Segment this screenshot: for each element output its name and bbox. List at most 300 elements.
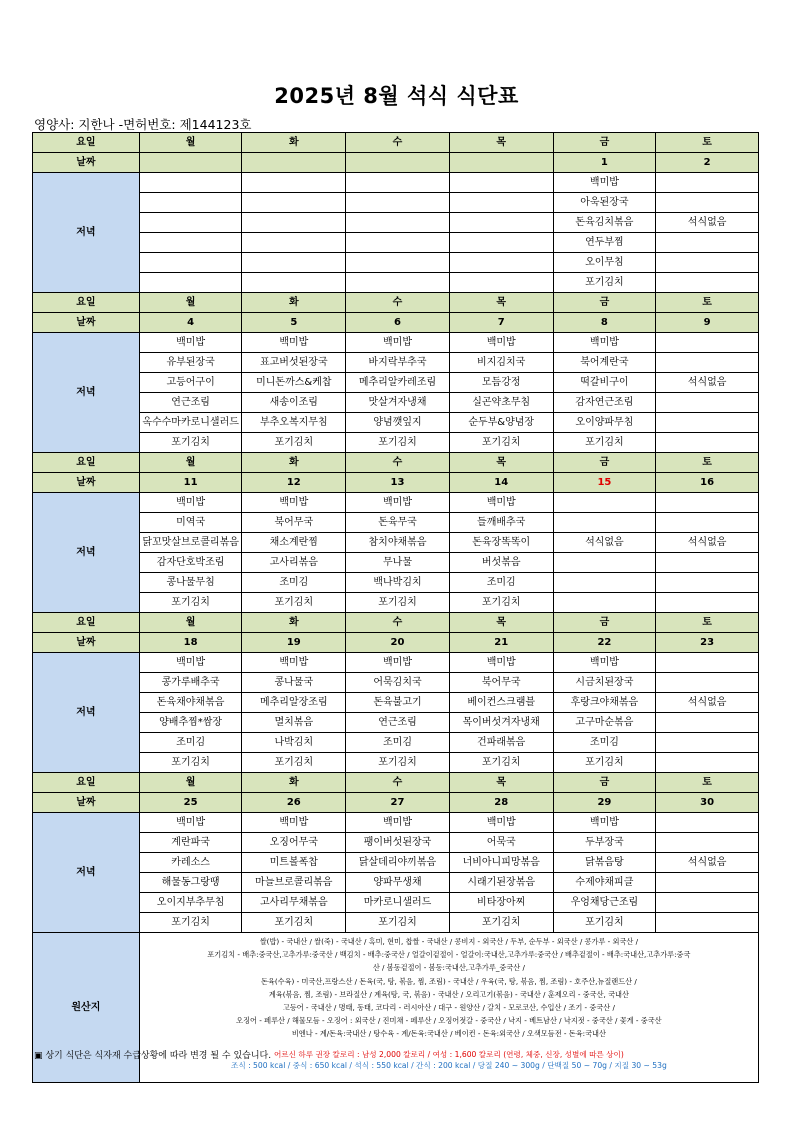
menu-item [656,493,759,513]
date-cell: 2 [656,153,759,173]
menu-item [242,273,346,293]
calorie-recommendation: 어르신 하루 권장 칼로리 : 남성 2,000 칼로리 / 여성 : 1,600 칼로리 (연령, 체중, 신장, 성별에 따른 상이) [273,1049,624,1059]
menu-item [656,413,759,433]
date-row [33,153,759,173]
menu-item [656,573,759,593]
menu-item: 백미밥 [139,333,242,353]
weekday-cell: 월 [139,773,242,793]
menu-item: 멸치볶음 [242,713,346,733]
menu-item [242,193,346,213]
menu-item: 고사리볶음 [242,553,346,573]
meal-row [33,813,759,833]
origin-label: 원산지 [33,933,140,1083]
menu-item [449,233,553,253]
menu-item: 메추리알카레조림 [346,373,450,393]
menu-item: 연두부찜 [553,233,656,253]
menu-item [656,913,759,933]
menu-item: 포기김치 [553,433,656,453]
weekday-cell: 수 [346,613,450,633]
menu-item: 콩나물무침 [139,573,242,593]
menu-item [656,733,759,753]
dinner-label: 저녁 [33,333,140,453]
menu-item: 실곤약초무침 [449,393,553,413]
date-cell: 19 [242,633,346,653]
menu-item: 비타장아찌 [449,893,553,913]
meal-row [33,193,759,213]
meal-row [33,173,759,193]
menu-item: 버섯볶음 [449,553,553,573]
menu-item: 후랑크야채볶음 [553,693,656,713]
weekday-cell: 금 [553,453,656,473]
menu-item: 백미밥 [553,813,656,833]
menu-item [449,193,553,213]
menu-item [553,573,656,593]
menu-item [656,253,759,273]
menu-item [139,193,242,213]
menu-item: 연근조림 [346,713,450,733]
weekday-label: 요일 [33,293,140,313]
weekday-cell: 화 [242,773,346,793]
menu-item: 들깨배추국 [449,513,553,533]
date-cell [242,153,346,173]
menu-item: 백미밥 [242,333,346,353]
origin-line: 포기김치 - 배추:중국산,고추가루:중국산 / 백김치 - 배추:중국산 / 얼갈이겉절이 - 얼갈이:국내산,고추가루:중국산 / 배추겉절이 - 배추:국내산,고추가루:중국 [207,950,691,960]
date-row [33,473,759,493]
meal-row [33,353,759,373]
menu-item [346,233,450,253]
menu-item: 고등어구이 [139,373,242,393]
menu-item: 포기김치 [242,433,346,453]
menu-item: 포기김치 [449,433,553,453]
menu-item: 백미밥 [346,333,450,353]
menu-item: 고구마순볶음 [553,713,656,733]
weekday-cell: 화 [242,453,346,473]
menu-item: 콩가루배추국 [139,673,242,693]
menu-item: 오이무침 [553,253,656,273]
menu-item [656,233,759,253]
date-row [33,313,759,333]
weekday-cell: 수 [346,293,450,313]
weekday-label: 요일 [33,613,140,633]
menu-item: 바지락부추국 [346,353,450,373]
meal-row [33,253,759,273]
origin-line: 고등어 - 국내산 / 명태, 동태, 코다리 - 러시아산 / 대구 - 원양산 / 갈치 - 모로코산, 수입산 / 조기 - 중국산 / [282,1003,615,1013]
menu-item: 카레소스 [139,853,242,873]
menu-item: 맛살겨자냉채 [346,393,450,413]
date-label: 날짜 [33,313,140,333]
origin-line: 비엔나 - 계/돈육:국내산 / 탕수육 - 계/돈육:국내산 / 베이컨 - 돈육:외국산 / 오색모듬전 - 돈육:국내산 [291,1029,606,1039]
meal-row [33,833,759,853]
date-cell: 22 [553,633,656,653]
weekday-label: 요일 [33,133,140,153]
menu-item: 포기김치 [449,593,553,613]
weekday-cell: 금 [553,293,656,313]
menu-item [656,593,759,613]
menu-item [346,273,450,293]
meal-row [33,573,759,593]
menu-item [656,173,759,193]
menu-item [656,393,759,413]
date-cell [449,153,553,173]
menu-item: 백미밥 [553,173,656,193]
menu-item: 우엉채당근조림 [553,893,656,913]
weekday-cell: 월 [139,133,242,153]
weekday-header-row [33,133,759,153]
menu-item: 계란파국 [139,833,242,853]
weekday-cell: 토 [656,133,759,153]
menu-item [656,433,759,453]
menu-item: 포기김치 [242,593,346,613]
date-cell: 25 [139,793,242,813]
date-cell: 16 [656,473,759,493]
menu-item: 마카로니샐러드 [346,893,450,913]
menu-item: 조미김 [139,733,242,753]
menu-item: 백미밥 [449,333,553,353]
menu-item [553,593,656,613]
menu-item: 미트볼폭찹 [242,853,346,873]
menu-item: 백미밥 [553,653,656,673]
menu-item [139,173,242,193]
weekday-header-row [33,613,759,633]
menu-item: 포기김치 [346,433,450,453]
menu-item [242,233,346,253]
meal-row [33,853,759,873]
menu-item: 백미밥 [139,653,242,673]
origin-line: 계육(볶음, 찜, 조림) - 브라질산 / 계육(탕, 국, 볶음) - 국내산 / 오리고기(볶음) - 국내산 / 훈제오리 - 중국산, 국내산 [268,989,629,999]
weekday-cell: 토 [656,293,759,313]
meal-row [33,373,759,393]
menu-item [656,653,759,673]
weekday-cell: 금 [553,773,656,793]
menu-item [656,873,759,893]
menu-item: 시래기된장볶음 [449,873,553,893]
date-cell: 30 [656,793,759,813]
menu-item: 비지김치국 [449,353,553,373]
date-cell: 8 [553,313,656,333]
menu-item: 팽이버섯된장국 [346,833,450,853]
meal-row [33,873,759,893]
menu-item: 감자연근조림 [553,393,656,413]
menu-item: 포기김치 [346,593,450,613]
menu-item: 채소계란찜 [242,533,346,553]
menu-item: 백미밥 [553,333,656,353]
weekday-cell: 수 [346,133,450,153]
meal-row [33,393,759,413]
weekday-header-row [33,773,759,793]
weekday-cell: 토 [656,773,759,793]
meal-row [33,513,759,533]
meal-row [33,433,759,453]
menu-item: 석식없음 [656,693,759,713]
menu-item [656,273,759,293]
date-cell: 21 [449,633,553,653]
weekday-label: 요일 [33,773,140,793]
menu-item: 아욱된장국 [553,193,656,213]
menu-item: 순두부&양념장 [449,413,553,433]
origin-line: 산 / 봄동겉절이 - 봄동:국내산,고추가루_중국산 / [372,963,525,973]
weekday-cell: 목 [449,453,553,473]
weekday-header-row [33,453,759,473]
menu-item: 양배추찜*쌈장 [139,713,242,733]
menu-item: 건파래볶음 [449,733,553,753]
weekday-cell: 화 [242,133,346,153]
meal-row [33,553,759,573]
meal-row [33,593,759,613]
page-title: 2025년 8월 석식 식단표 [274,84,519,108]
weekday-cell: 목 [449,773,553,793]
menu-item: 어묵김치국 [346,673,450,693]
menu-item: 석식없음 [656,213,759,233]
weekday-cell: 목 [449,133,553,153]
menu-item: 포기김치 [553,273,656,293]
menu-item: 포기김치 [242,913,346,933]
nutritionist-info: 영양사: 지한나 -면허번호: 제144123호 [34,117,252,132]
weekday-cell: 화 [242,293,346,313]
menu-item: 석식없음 [656,533,759,553]
date-label: 날짜 [33,633,140,653]
meal-row [33,733,759,753]
menu-item [242,253,346,273]
menu-item [449,173,553,193]
weekday-cell: 월 [139,613,242,633]
menu-item [346,173,450,193]
menu-item: 감자단호박조림 [139,553,242,573]
menu-item: 나박김치 [242,733,346,753]
menu-item [553,493,656,513]
menu-item [346,193,450,213]
menu-item: 백미밥 [449,813,553,833]
menu-item: 조미김 [346,733,450,753]
menu-item: 백미밥 [346,653,450,673]
menu-item [656,713,759,733]
menu-item [449,273,553,293]
menu-item [656,833,759,853]
weekday-cell: 수 [346,453,450,473]
menu-item: 백미밥 [346,493,450,513]
menu-item: 메추리알장조림 [242,693,346,713]
menu-item: 모듬강정 [449,373,553,393]
menu-item: 석식없음 [656,853,759,873]
menu-item: 포기김치 [139,913,242,933]
menu-item: 오징어무국 [242,833,346,853]
menu-item [449,213,553,233]
menu-item: 어묵국 [449,833,553,853]
dinner-label: 저녁 [33,173,140,293]
menu-item: 백미밥 [242,493,346,513]
date-cell: 20 [346,633,450,653]
menu-item: 포기김치 [346,913,450,933]
menu-item: 포기김치 [449,913,553,933]
weekday-label: 요일 [33,453,140,473]
meal-row [33,653,759,673]
menu-item: 콩나물국 [242,673,346,693]
menu-item [656,513,759,533]
menu-item: 두부장국 [553,833,656,853]
menu-item: 백미밥 [139,813,242,833]
date-cell [139,153,242,173]
menu-item [139,213,242,233]
menu-item: 석식없음 [553,533,656,553]
meal-row [33,693,759,713]
menu-item [449,253,553,273]
menu-item: 오이양파무침 [553,413,656,433]
menu-item: 닭꼬맛살브로콜리볶음 [139,533,242,553]
menu-item: 돈육김치볶음 [553,213,656,233]
weekday-cell: 목 [449,613,553,633]
menu-item: 유부된장국 [139,353,242,373]
menu-item: 미니돈까스&케찹 [242,373,346,393]
date-cell: 15 [553,473,656,493]
menu-item: 너비아니피망볶음 [449,853,553,873]
origin-line: 오징어 - 페루산 / 해물모듬 - 오징어 : 외국산 / 진미채 - 페루산 / 오징어젓갈 - 중국산 / 낙지 - 베트남산 / 낙지젓 - 중국산 / 꽃게 - 중국산 [236,1016,662,1026]
meal-row [33,673,759,693]
menu-item: 포기김치 [139,753,242,773]
dinner-label: 저녁 [33,493,140,613]
date-cell: 7 [449,313,553,333]
menu-item [346,213,450,233]
weekday-cell: 토 [656,613,759,633]
menu-item: 북어무국 [242,513,346,533]
menu-item [656,333,759,353]
menu-item: 돈육무국 [346,513,450,533]
date-cell: 11 [139,473,242,493]
date-cell: 6 [346,313,450,333]
menu-item: 북어무국 [449,673,553,693]
menu-item [553,553,656,573]
weekday-cell: 토 [656,453,759,473]
menu-item: 포기김치 [553,913,656,933]
menu-item [139,253,242,273]
menu-item [242,213,346,233]
menu-item: 포기김치 [553,753,656,773]
menu-item: 돈육장똑똑이 [449,533,553,553]
weekday-cell: 금 [553,133,656,153]
menu-item: 돈육채야채볶음 [139,693,242,713]
menu-item [139,233,242,253]
menu-item: 조미김 [449,573,553,593]
menu-item: 양념깻잎지 [346,413,450,433]
menu-item: 옥수수마카로니샐러드 [139,413,242,433]
menu-item [553,513,656,533]
menu-item: 부추오복지무침 [242,413,346,433]
menu-item: 백나박김치 [346,573,450,593]
menu-item [656,193,759,213]
meal-row [33,413,759,433]
date-row [33,633,759,653]
date-cell: 13 [346,473,450,493]
meal-row [33,213,759,233]
menu-item: 포기김치 [139,593,242,613]
menu-item [656,553,759,573]
meal-row [33,913,759,933]
date-cell: 23 [656,633,759,653]
weekday-header-row [33,293,759,313]
menu-item: 석식없음 [656,373,759,393]
date-cell: 1 [553,153,656,173]
weekday-cell: 월 [139,293,242,313]
weekday-cell: 목 [449,293,553,313]
menu-item: 포기김치 [242,753,346,773]
date-cell: 18 [139,633,242,653]
menu-item: 시금치된장국 [553,673,656,693]
date-cell: 9 [656,313,759,333]
meal-row [33,713,759,733]
menu-item [656,753,759,773]
menu-item [346,253,450,273]
meal-row [33,233,759,253]
menu-item [656,813,759,833]
menu-item: 북어계란국 [553,353,656,373]
menu-item: 마늘브로콜리볶음 [242,873,346,893]
menu-item: 백미밥 [449,653,553,673]
dinner-label: 저녁 [33,653,140,773]
meal-row [33,333,759,353]
menu-item: 백미밥 [242,653,346,673]
date-row [33,793,759,813]
weekday-cell: 월 [139,453,242,473]
menu-item: 돈육불고기 [346,693,450,713]
meal-row [33,273,759,293]
menu-item: 포기김치 [139,433,242,453]
meal-row [33,893,759,913]
date-cell: 27 [346,793,450,813]
menu-item: 연근조림 [139,393,242,413]
menu-item: 조미김 [553,733,656,753]
date-cell: 4 [139,313,242,333]
menu-item: 베이컨스크램블 [449,693,553,713]
dinner-label: 저녁 [33,813,140,933]
menu-item: 닭볶음탕 [553,853,656,873]
date-cell: 26 [242,793,346,813]
menu-item: 참치야채볶음 [346,533,450,553]
date-cell: 28 [449,793,553,813]
menu-item: 닭살데리야끼볶음 [346,853,450,873]
date-label: 날짜 [33,153,140,173]
date-cell: 5 [242,313,346,333]
meal-row [33,533,759,553]
date-cell [346,153,450,173]
menu-table [32,132,759,1083]
weekday-cell: 화 [242,613,346,633]
origin-line: 쌀(밥) - 국내산 / 쌀(죽) - 국내산 / 흑미, 현미, 찹쌀 - 국내산 / 콩비지 - 외국산 / 두부, 순두부 - 외국산 / 콩가루 - 외국산 / [259,937,639,946]
menu-item: 목이버섯겨자냉채 [449,713,553,733]
meal-row [33,493,759,513]
menu-item: 미역국 [139,513,242,533]
menu-item: 표고버섯된장국 [242,353,346,373]
weekday-cell: 수 [346,773,450,793]
meal-row [33,753,759,773]
menu-item: 고사리무채볶음 [242,893,346,913]
menu-item: 오이지부추무침 [139,893,242,913]
date-cell: 29 [553,793,656,813]
origin-line: 돈육(수육) - 미국산,프랑스산 / 돈육(국, 탕, 볶음, 찜, 조림) - 국내산 / 우육(국, 탕, 볶음, 찜, 조림) - 호주산,뉴질랜드산 / [260,976,637,986]
menu-item: 양파무생채 [346,873,450,893]
menu-item: 포기김치 [449,753,553,773]
date-cell: 14 [449,473,553,493]
menu-item: 백미밥 [449,493,553,513]
menu-item: 포기김치 [346,753,450,773]
menu-item: 백미밥 [242,813,346,833]
menu-item: 무나물 [346,553,450,573]
date-label: 날짜 [33,793,140,813]
menu-item [656,353,759,373]
menu-item: 백미밥 [139,493,242,513]
nutrition-standard: 조식 : 500 kcal / 중식 : 650 kcal / 석식 : 550 kcal / 간식 : 200 kcal / 당질 240 ~ 300g / 단백질 50 ~ 70g / 지질 30 ~ 53g [231,1060,667,1070]
menu-item [656,673,759,693]
menu-item [139,273,242,293]
footnote: ▣ 상기 식단은 식자재 수급상황에 따라 변경 될 수 있습니다. [34,1051,272,1061]
menu-item: 수제야채피클 [553,873,656,893]
